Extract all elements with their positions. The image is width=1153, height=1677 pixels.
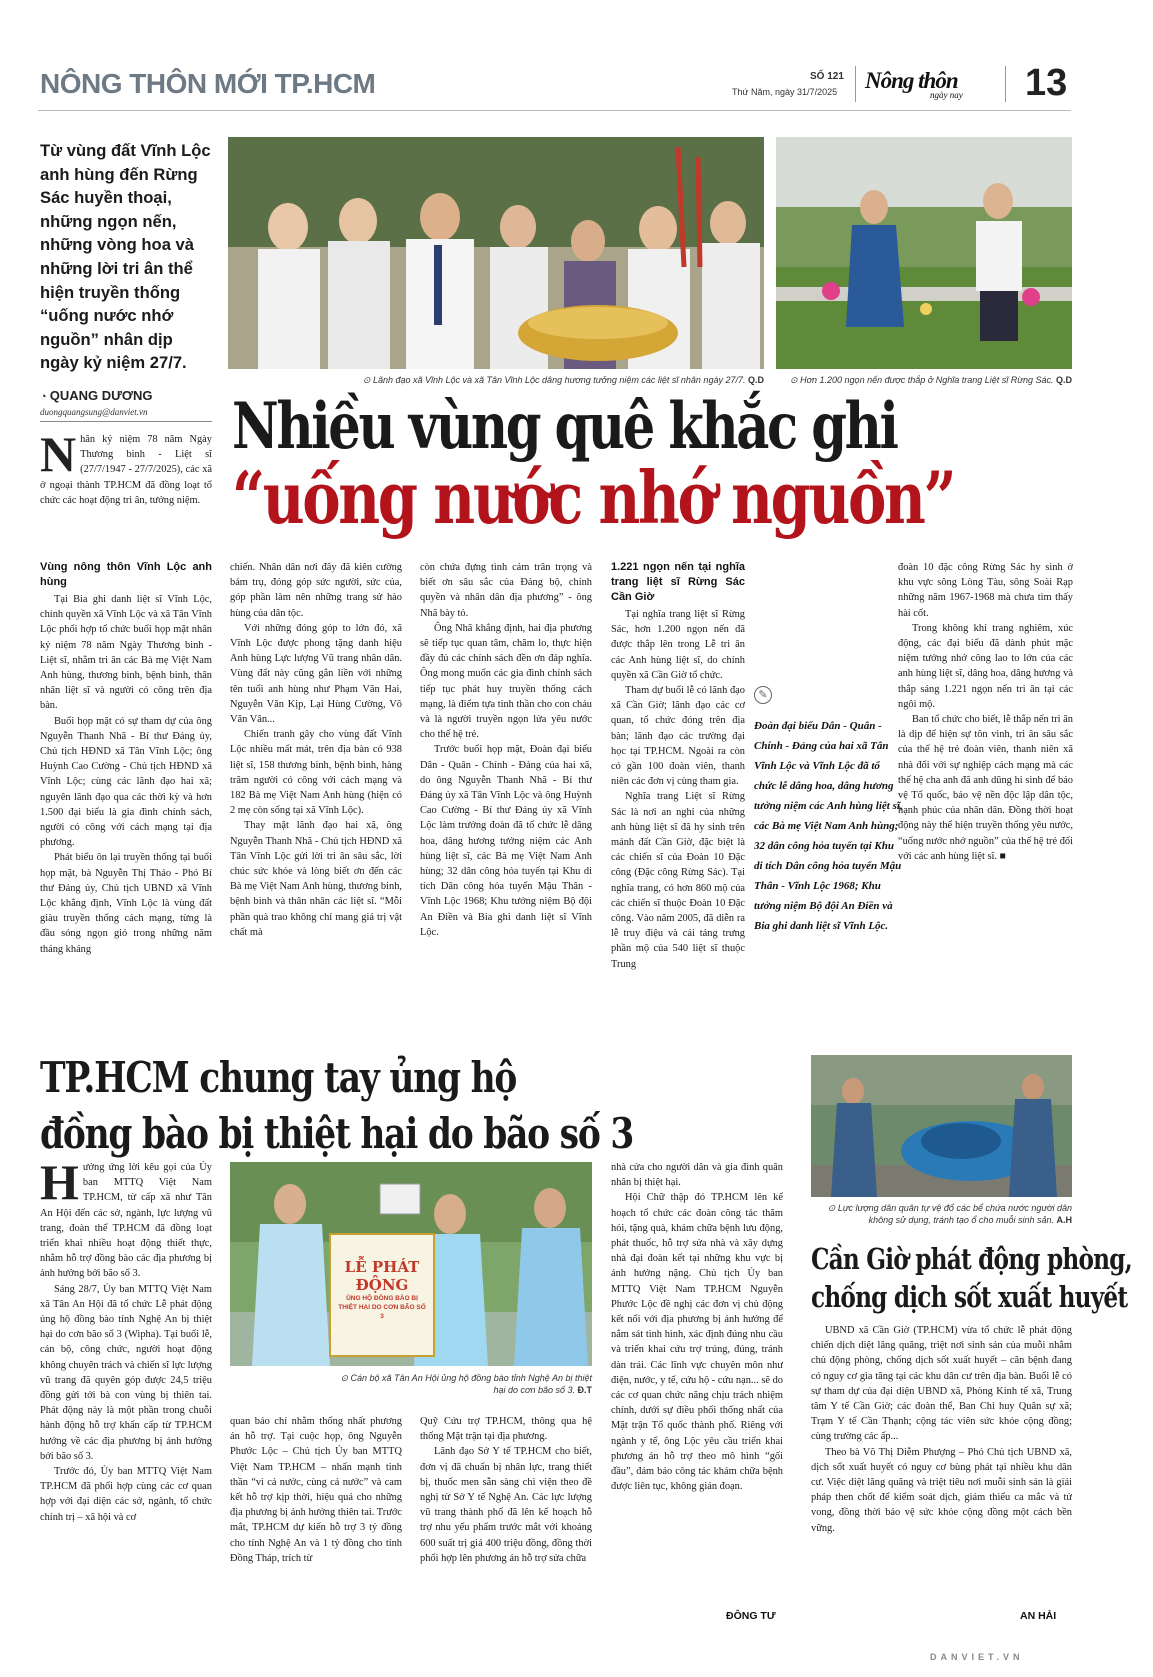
paragraph: UBND xã Cần Giờ (TP.HCM) vừa tổ chức lễ phát động chiến dịch diệt lăng quăng, triệt nơi sinh sản của muỗi nhằm chủ động phòng, chống dịch sốt xuất huyết – căn bệnh đang có nguy cơ gia tăng tại các khu dân cư trên địa bàn. Buổi lễ có sự tham dự của đại diện UBND xã, Phòng Kinh tế xã, Trung tâm Y tế Cần Giờ; các đoàn thể, Ban Chỉ huy Quân sự xã; Trạm Y tế Cần Thạnh; cộng tác viên sức khỏe cộng đồng; cùng trường các ấp... <box>811 1325 1072 1443</box>
paragraph: Phát biểu ôn lại truyền thống tại buổi họp mặt, bà Nguyễn Thị Thảo - Phó Bí thư Đảng ủy, Chủ tịch UBND xã Vĩnh Lộc khẳng định, Vĩnh Lộc là vùng đất giàu truyền thống cách mạng, từng là đầu sóng ngọn gió trong những năm tháng kháng <box>40 852 212 955</box>
caption-marker-icon: ⊙ <box>790 375 801 385</box>
headline-2-line1: TP.HCM chung tay ủng hộ <box>40 1053 517 1102</box>
paragraph: ưởng ứng lời kêu gọi của Ủy ban MTTQ Việt Nam TP.HCM, từ cấp xã như Tân An Hội đến các sở, ngành, lực lượng vũ trang, đoàn thể TP.HCM đã đồng loạt triển khai nhiều hoạt động thiết thực, nhằm hỗ trợ đồng bào các địa phương bị ảnh hưởng bởi bão số 3. <box>40 1162 212 1280</box>
article1-column-3 <box>420 560 592 1030</box>
paragraph: Ông Nhã khẳng định, hai địa phương sẽ tiếp tục quan tâm, chăm lo, thực hiện đầy đủ các chính sách đền ơn đáp nghĩa. Ông mong muốn các gia đình chính sách tiếp tục phát huy truyền thống cách mạng, là điểm tựa tinh thần cho con cháu và là người truyền ngọn lửa yêu nước cho thế hệ trẻ. <box>420 622 592 741</box>
photo-incense-ceremony <box>228 137 764 369</box>
article3-body <box>811 1323 1072 1608</box>
sign-subtitle: ỦNG HỘ ĐỒNG BÀO BỊ THIỆT HẠI DO CƠN BÃO SỐ 3 <box>338 1295 426 1320</box>
article1-column-4 <box>611 558 745 1030</box>
paragraph: nhà cửa cho người dân và gia đình quân nhân bị thiệt hại. <box>611 1162 783 1189</box>
subheading-vinh-loc: Vùng nông thôn Vĩnh Lộc anh hùng <box>40 561 212 588</box>
photo2-caption: ⊙ Hơn 1.200 ngọn nến được thắp ở Nghĩa trang Liệt sĩ Rừng Sác. Q.D <box>790 375 1072 385</box>
paragraph: Trong không khí trang nghiêm, xúc động, các đại biểu đã dành phút mặc niệm tưởng nhớ công lao to lớn của các anh hùng liệt sĩ, dâng hoa, dâng hương và thắp sáng 1.221 ngọn nến tri ân tại các ngôi mộ. <box>898 622 1073 710</box>
headline-2-line2: đồng bào bị thiệt hại do bão số 3 <box>40 1109 634 1158</box>
paragraph: Sáng 28/7, Ủy ban MTTQ Việt Nam xã Tân An Hội đã tổ chức Lễ phát động ủng hộ đồng bào tỉnh Nghệ An bị thiệt hại do cơn bão số 3 (Wipha). Tại buổi lễ, cán bộ, công chức, người hoạt động không chuyên trách và chiến sĩ lực lượng vũ trang đã quyên góp được 24,5 triệu đồng gửi tới bà con vùng bị thiên tai. Phát động này là một phần trong chuỗi hành động hỗ trợ khẩn cấp từ TP.HCM hướng về các địa phương bị ảnh hưởng bởi bão số 3. <box>40 1283 212 1462</box>
subheading-rung-sac: 1.221 ngọn nến tại nghĩa trang liệt sĩ Rừng Sác Cần Giờ <box>611 561 745 603</box>
militia-caption: ⊙ Lực lượng dân quân tự vệ đổ các bể chứa nước người dân không sử dụng, tránh tạo ổ cho muỗi sinh sản. A.H <box>827 1203 1072 1225</box>
photo-militia-water-tanks <box>811 1055 1072 1197</box>
photo1-caption: ⊙ Lãnh đạo xã Vĩnh Lộc và xã Tân Vĩnh Lộc dâng hương tưởng niệm các liệt sĩ nhân ngày 27/7. Q.D <box>362 375 764 385</box>
headline-3-line1: Cần Giờ phát động phòng, <box>811 1242 1132 1276</box>
paragraph: đoàn 10 đặc công Rừng Sác hy sinh ở khu vực sông Lòng Tàu, sông Soài Rạp những năm 1967-1968 mà chưa tìm thấy hài cốt. <box>898 562 1073 619</box>
paragraph: Quỹ Cứu trợ TP.HCM, thông qua hệ thống Mặt trận tại địa phương. <box>420 1416 592 1443</box>
header-divider <box>1005 66 1006 102</box>
paragraph: còn chứa đựng tình cảm trân trọng và biết ơn sâu sắc của Đảng bộ, chính quyền và nhân dân địa phương” - ông Nhã bày tỏ. <box>420 562 592 619</box>
issue-date: Thứ Năm, ngày 31/7/2025 <box>732 87 838 97</box>
headline-3 <box>811 1240 1132 1316</box>
dropcap: N <box>40 432 77 482</box>
author-signature: ĐÔNG TƯ <box>726 1610 776 1622</box>
article2-column-4 <box>611 1160 783 1608</box>
headline-1-line2: “uống nước nhớ nguồn” <box>232 455 955 540</box>
paragraph: Tại nghĩa trang liệt sĩ Rừng Sác, hơn 1.200 ngọn nến đã được thắp lên trong Lễ tri ân các Anh hùng liệt sĩ, do chính quyền xã Cần Giờ tổ chức. <box>611 609 745 681</box>
dropcap: H <box>40 1160 79 1210</box>
pull-quote: Đoàn đại biểu Dân - Quân - Chính - Đảng của hai xã Tân Vĩnh Lộc và Vĩnh Lộc đã tổ chức lễ dâng hoa, dâng hương tưởng niệm các Anh hùng liệt sĩ, các Bà mẹ Việt Nam Anh hùng; 32 dân công hỏa tuyến tại Khu di tích Dân công hỏa tuyến Mậu Thân - Vĩnh Lộc 1968; Khu tưởng niệm Bộ đội An Điền và Bia ghi danh liệt sĩ Vĩnh Lộc. <box>754 720 903 932</box>
byline-rule <box>40 421 212 422</box>
article-intro: N hân kỷ niệm 78 năm Ngày Thương binh - Liệt sĩ (27/7/1947 - 27/7/2025), các xã ở ngoại thành TP.HCM đã đồng loạt tổ chức các hoạt động tri ân, tưởng niệm. <box>40 432 212 506</box>
section-title: NÔNG THÔN MỚI TP.HCM <box>40 68 376 99</box>
paragraph: Trước buổi họp mặt, Đoàn đại biểu Dân - Quân - Chính - Đảng của hai xã, do ông Nguyễn Thanh Nhã - Bí thư Đảng ủy xã Tân Vĩnh Lộc và ông Huỳnh Cao Cường - Bí thư Đảng ủy xã Vĩnh Lộc làm trưởng đoàn đã tổ chức lễ dâng hoa, dâng hương tưởng niệm các Anh hùng liệt sĩ, các Bà mẹ Việt Nam Anh hùng; 32 dân công hỏa tuyến tại Khu di tích Dân công hỏa tuyến Mậu Thân - Vĩnh Lộc 1968; Khu tưởng niệm Bộ đội An Điền và Bia ghi danh liệt sĩ Vĩnh Lộc. <box>420 744 592 938</box>
newspaper-logo: Nông thôn <box>865 68 958 93</box>
article1-column-5 <box>898 560 1073 1030</box>
paragraph: Lãnh đạo Sở Y tế TP.HCM cho biết, đơn vị đã chuẩn bị nhân lực, trang thiết bị, thuốc men sẵn sàng chi viện theo đề nghị từ Sở Y tế Nghệ An. Các lực lượng vũ trang thành phố đã lên kế hoạch hỗ trợ nhu yếu phẩm trước mắt với khoảng 600 suất trị giá 400 triệu đồng, đồng thời phối hợp lên phương án hỗ trợ sửa chữa <box>420 1446 592 1564</box>
header-divider <box>855 66 856 102</box>
article-lead: Từ vùng đất Vĩnh Lộc anh hùng đến Rừng Sác huyền thoại, những ngọn nến, những vòng hoa và những lời tri ân thể hiện truyền thống “uống nước nhớ nguồn” nhân dịp ngày kỷ niệm 27/7. <box>40 141 211 373</box>
paragraph: Với những đóng góp to lớn đó, xã Vĩnh Lộc được phong tặng danh hiệu Anh hùng Lực lượng Vũ trang nhân dân. Vùng đất này cũng gắn liền với những tên tuổi anh hùng như Phạm Văn Hai, Nguyễn Văn Kịp, Lại Hùng Cường, Võ Văn Vân... <box>230 622 402 726</box>
newspaper-logo-sub: ngày nay <box>930 90 963 100</box>
page-number: 13 <box>1025 62 1068 104</box>
caption-marker-icon: ⊙ <box>362 375 373 385</box>
byline-email: duongquangsung@danviet.vn <box>40 407 148 417</box>
sign-title: LỄ PHÁT ĐỘNG <box>344 1258 420 1294</box>
headline-1-line1: Nhiều vùng quê khắc ghi <box>232 389 897 464</box>
footer-site: DANVIET.VN <box>930 1652 1024 1662</box>
caption-marker-icon: ⊙ <box>340 1373 351 1383</box>
article2-column-3 <box>420 1414 592 1624</box>
article1-column-1 <box>40 558 212 1028</box>
article2-column-2 <box>230 1414 402 1624</box>
quote-icon: ✎ <box>754 686 772 704</box>
fundraising-caption: ⊙ Cán bộ xã Tân An Hội ủng hộ đồng bào tỉnh Nghệ An bị thiệt hại do cơn bão số 3. Đ.T <box>340 1373 592 1395</box>
issue-number: SỐ 121 <box>810 71 844 82</box>
headline-3-line2: chống dịch sốt xuất huyết <box>811 1280 1128 1314</box>
headline-2 <box>40 1050 633 1162</box>
byline: ◔ QUANG DƯƠNG <box>40 388 153 403</box>
paragraph: Nghĩa trang Liệt sĩ Rừng Sác là nơi an nghỉ của những anh hùng liệt sĩ đã hy sinh trên mảnh đất Cần Giờ, đặc biệt là các chiến sĩ của Đoàn 10 Đặc công (Đặc công Rừng Sác). Tại nghĩa trang, có hơn 860 mộ của các chiến sĩ thuộc Đoàn 10 Đặc công. Vào năm 2005, đã diễn ra lễ truy điệu và cải táng trưng phần mộ của 540 liệt sĩ thuộc Trung <box>611 791 745 970</box>
article2-column-1 <box>40 1160 212 1620</box>
header-rule <box>38 110 1071 111</box>
paragraph: Trước đó, Ủy ban MTTQ Việt Nam TP.HCM đã phối hợp cùng các cơ quan hợp với đại diện các sở, ngành, tổ chức chính trị – xã hội và cơ <box>40 1466 212 1523</box>
article1-column-2 <box>230 560 402 1030</box>
paragraph: Tại Bia ghi danh liệt sĩ Vĩnh Lộc, chính quyền xã Vĩnh Lộc và xã Tân Vĩnh Lộc phối hợp tổ chức buổi họp mặt nhân kỷ niệm 78 năm Ngày Thương binh - Liệt sĩ, nhằm tri ân các Bà mẹ Việt Nam Anh hùng, thương binh, bệnh binh, thân nhân liệt sĩ và người có công trên địa bàn. <box>40 594 212 712</box>
photo-candles-cemetery <box>776 137 1072 369</box>
paragraph: quan báo chí nhằm thống nhất phương án hỗ trợ. Tại cuộc họp, ông Nguyễn Phước Lộc – Chủ tịch Ủy ban MTTQ Việt Nam TP.HCM – nhấn mạnh tinh thần “vì cả nước, cùng cả nước” và cam kết hỗ trợ kịp thời, hiệu quả cho những địa phương bị ảnh hưởng thiên tai. Trước mắt, TP.HCM dự kiến hỗ trợ 3 tỷ đồng cho tỉnh Nghệ An và 1 tỷ đồng cho tỉnh Đồng Tháp, trích từ <box>230 1416 402 1564</box>
paragraph: Chiến tranh gây cho vùng đất Vĩnh Lộc nhiều mất mát, trên địa bàn có 938 liệt sĩ, 158 thương binh, bệnh binh, hàng trăm người có công với cách mạng và 182 Bà mẹ Việt Nam Anh hùng (hiện có 2 mẹ còn sống tại xã Vĩnh Lộc). <box>230 729 402 817</box>
caption-marker-icon: ⊙ <box>827 1203 838 1213</box>
paragraph: Buổi họp mặt có sự tham dự của ông Nguyễn Thanh Nhã - Bí thư Đảng ủy, Chủ tịch HĐND xã Tân Vĩnh Lộc; ông Huỳnh Cao Cường - Chủ tịch HĐND xã Vĩnh Lộc; cùng các lãnh đạo hai xã; nguyên lãnh đạo qua các thời kỳ và hơn 1.500 đại biểu là gia đình chính sách, người có công với cách mạng tại địa phương. <box>40 715 212 849</box>
byline-icon: ◔ <box>40 391 50 403</box>
paragraph: Thay mặt lãnh đạo hai xã, ông Nguyễn Thanh Nhã - Chủ tịch HĐND xã Tân Vĩnh Lộc gửi lời tri ân sâu sắc, lời chúc sức khỏe và lòng biết ơn đến các Bà mẹ Việt Nam Anh hùng, thương binh, bệnh binh và thân nhân các liệt sĩ. “Mỗi phần quà trao không chỉ mang giá trị vật chất mà <box>230 820 402 938</box>
paragraph: Ban tổ chức cho biết, lễ thắp nến tri ân là dịp để hiện sự tôn vinh, tri ân sâu sắc của thế hệ trẻ đoàn viên, thanh niên xã nhà đối với sự nghiệp cách mạng mà các thế hệ cha anh đã anh dũng hi sinh để bảo vệ Tổ quốc, bảo vệ nền độc lập dân tộc, hạnh phúc của nhân dân. Đồng thời hoạt động này thể hiện truyền thống yêu nước, “uống nước nhớ nguồn” của thế hệ trẻ đối với các anh hùng liệt sĩ. ■ <box>898 714 1073 862</box>
author-signature: AN HẢI <box>1020 1610 1057 1622</box>
paragraph: Hội Chữ thập đỏ TP.HCM lên kế hoạch tổ chức các đoàn công tác thăm hỏi, tặng quà, khám chữa bệnh lưu động, phát thuốc, hỗ trợ sửa nhà và xây dựng nhà đại đoàn kết tại những khu vực bị ảnh hưởng nặng. Chủ tịch Ủy ban MTTQ Việt Nam TP.HCM Nguyễn Phước Lộc đề nghị các đơn vị chủ động kết nối với địa phương bị ảnh hưởng để nắm sát tình hình, xác định đúng nhu cầu và triển khai cứu trợ trúng, đúng, tránh dàn trải. Các lĩnh vực chuyên môn như điện, nước, y tế, cứu hộ - cứu nạn... sẽ do các cơ quan chức năng chịu trách nhiệm chính, dưới sự điều phối thống nhất của Mặt trận Tổ quốc thành phố. Riêng với ngành y tế, ông Lộc yêu cầu triển khai phương án hỗ trợ theo mô hình “gối đầu”, đảm bảo công tác khám chữa bệnh được liên tục, không gián đoạn. <box>611 1192 783 1493</box>
paragraph: Tham dự buổi lễ có lãnh đạo xã Cần Giờ; lãnh đạo các cơ quan, tổ chức đóng trên địa bàn; lãnh đạo các trường đại học tại TP.HCM. Ngoài ra còn có gần 100 đoàn viên, thanh niên các đơn vị cùng tham gia. <box>611 685 745 788</box>
paragraph: Theo bà Võ Thị Diễm Phượng – Phó Chủ tịch UBND xã, dịch sốt xuất huyết có nguy cơ bùng phát tại nhiều khu dân cư. Việc diệt lăng quăng và triệt tiêu nơi muỗi sinh sản là giải pháp then chốt để kiểm soát dịch, giảm thiểu ca mắc và tử vong, đồng thời bảo vệ sức khỏe cộng đồng một cách bền vững. <box>811 1446 1072 1534</box>
paragraph: chiến. Nhân dân nơi đây đã kiên cường bám trụ, đóng góp sức người, sức của, góp phần làm nên những trang sử hào hùng của dân tộc. <box>230 562 402 619</box>
photo-fundraising <box>230 1162 592 1366</box>
